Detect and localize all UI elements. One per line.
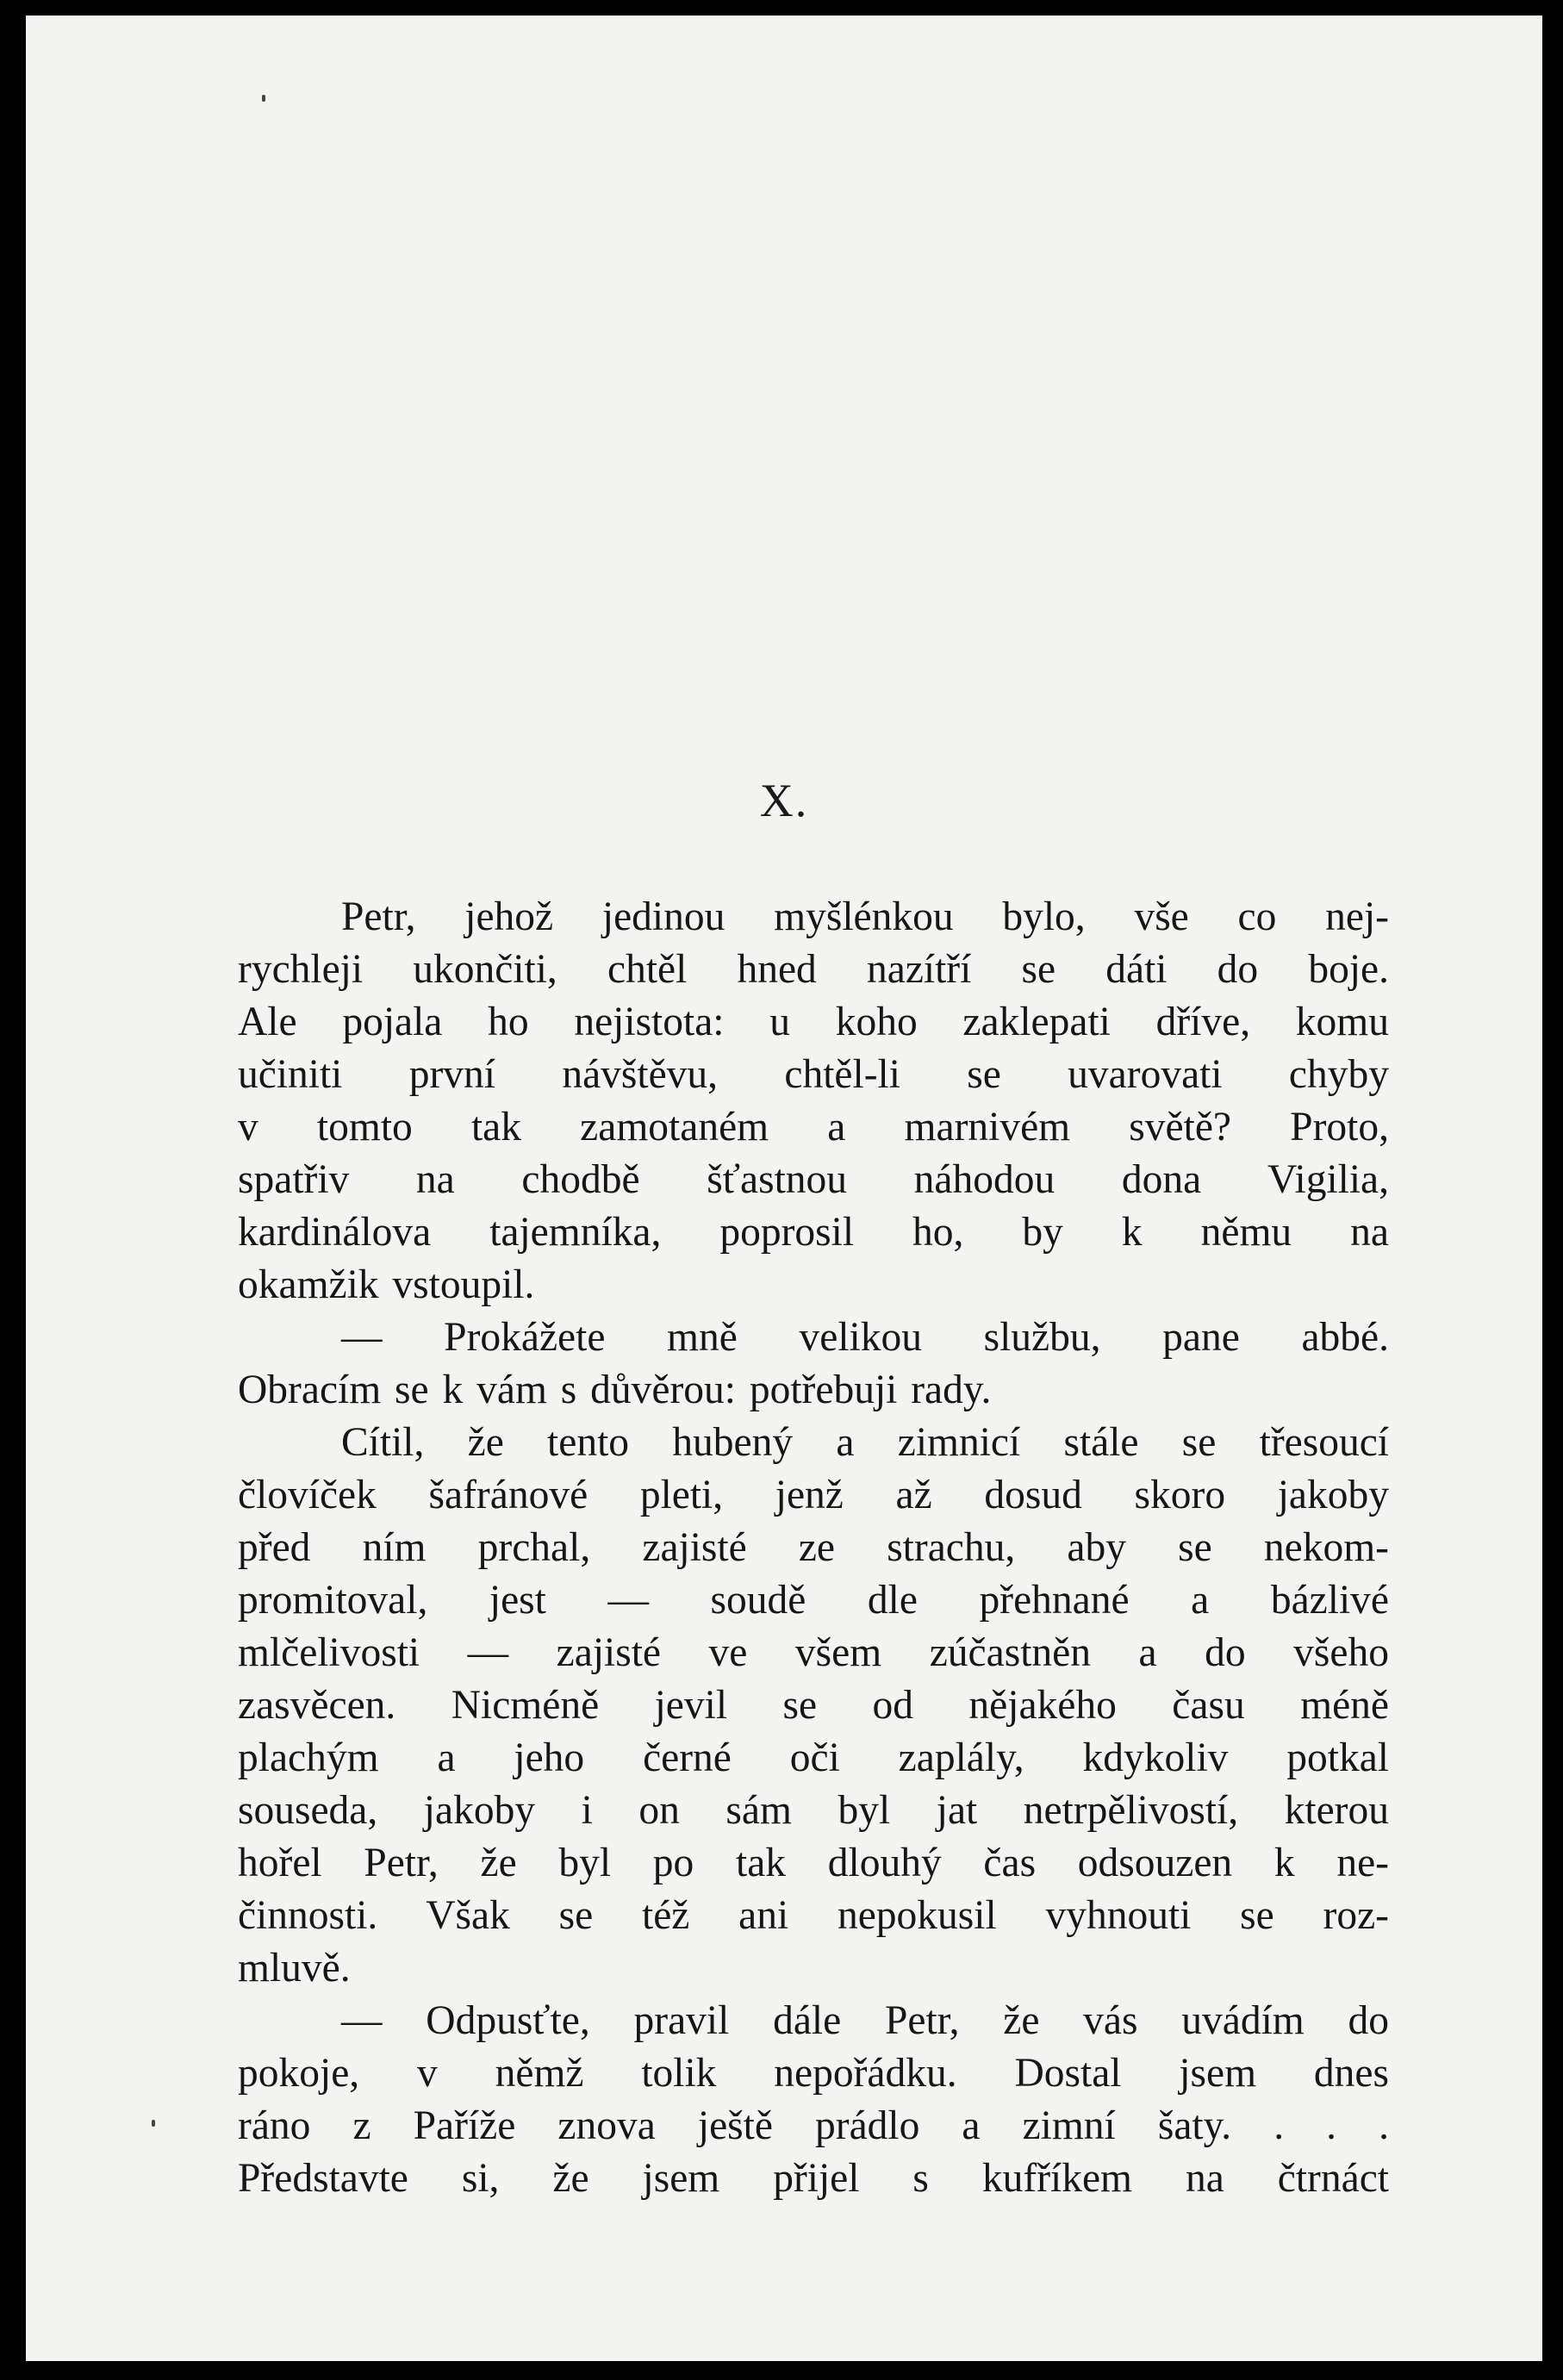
text-line: hořel Petr, že byl po tak dlouhý čas odsouzen k ne- — [238, 1841, 1389, 1885]
text-line: — Odpusťte, pravil dále Petr, že vás uvádím do — [341, 1998, 1389, 2043]
text-line: mlčelivosti — zajisté ve všem zúčastněn a do všeho — [238, 1630, 1389, 1675]
text-line: souseda, jakoby i on sám byl jat netrpělivostí, kterou — [238, 1788, 1389, 1833]
text-line: zasvěcen. Nicméně jevil se od nějakého času méně — [238, 1683, 1389, 1728]
text-line: v tomto tak zamotaném a marnivém světě? Proto, — [238, 1105, 1389, 1150]
text-line: okamžik vstoupil. — [238, 1262, 535, 1307]
text-line: kardinálova tajemníka, poprosil ho, by k němu na — [238, 1210, 1389, 1255]
text-line: Představte si, že jsem přijel s kufříkem na čtrnáct — [238, 2156, 1389, 2201]
text-line: pokoje, v němž tolik nepořádku. Dostal jsem dnes — [238, 2051, 1389, 2096]
text-line: učiniti první návštěvu, chtěl-li se uvarovati chyby — [238, 1052, 1389, 1097]
book-page — [26, 16, 1542, 2361]
text-line: Petr, jehož jedinou myšlénkou bylo, vše co nej- — [341, 894, 1389, 939]
text-line: Obracím se k vám s důvěrou: potřebuji rady. — [238, 1368, 992, 1412]
chapter-body-text — [238, 891, 1389, 2205]
text-line: — Prokážete mně velikou službu, pane abbé. — [341, 1315, 1389, 1360]
print-speck — [152, 2120, 155, 2127]
text-line: Ale pojala ho nejistota: u koho zaklepati dříve, komu — [238, 1000, 1389, 1044]
print-speck — [262, 95, 265, 102]
text-line: Cítil, že tento hubený a zimnicí stále se třesoucí — [341, 1420, 1389, 1465]
text-line: plachým a jeho černé oči zaplály, kdykoliv potkal — [238, 1735, 1389, 1780]
text-line: rychleji ukončiti, chtěl hned nazítří se dáti do boje. — [238, 947, 1389, 992]
text-line: spatřiv na chodbě šťastnou náhodou dona Vigilia, — [238, 1157, 1389, 1202]
text-line: promitoval, jest — soudě dle přehnané a bázlivé — [238, 1578, 1389, 1623]
text-line: mluvě. — [238, 1946, 351, 1991]
text-line: človíček šafránové pleti, jenž až dosud skoro jakoby — [238, 1473, 1389, 1517]
text-line: ráno z Paříže znova ještě prádlo a zimní šaty. . . . — [238, 2103, 1389, 2148]
chapter-heading: X. — [759, 775, 809, 826]
text-line: před ním prchal, zajisté ze strachu, aby se nekom- — [238, 1525, 1389, 1570]
text-line: činnosti. Však se též ani nepokusil vyhnouti se roz- — [238, 1893, 1389, 1938]
